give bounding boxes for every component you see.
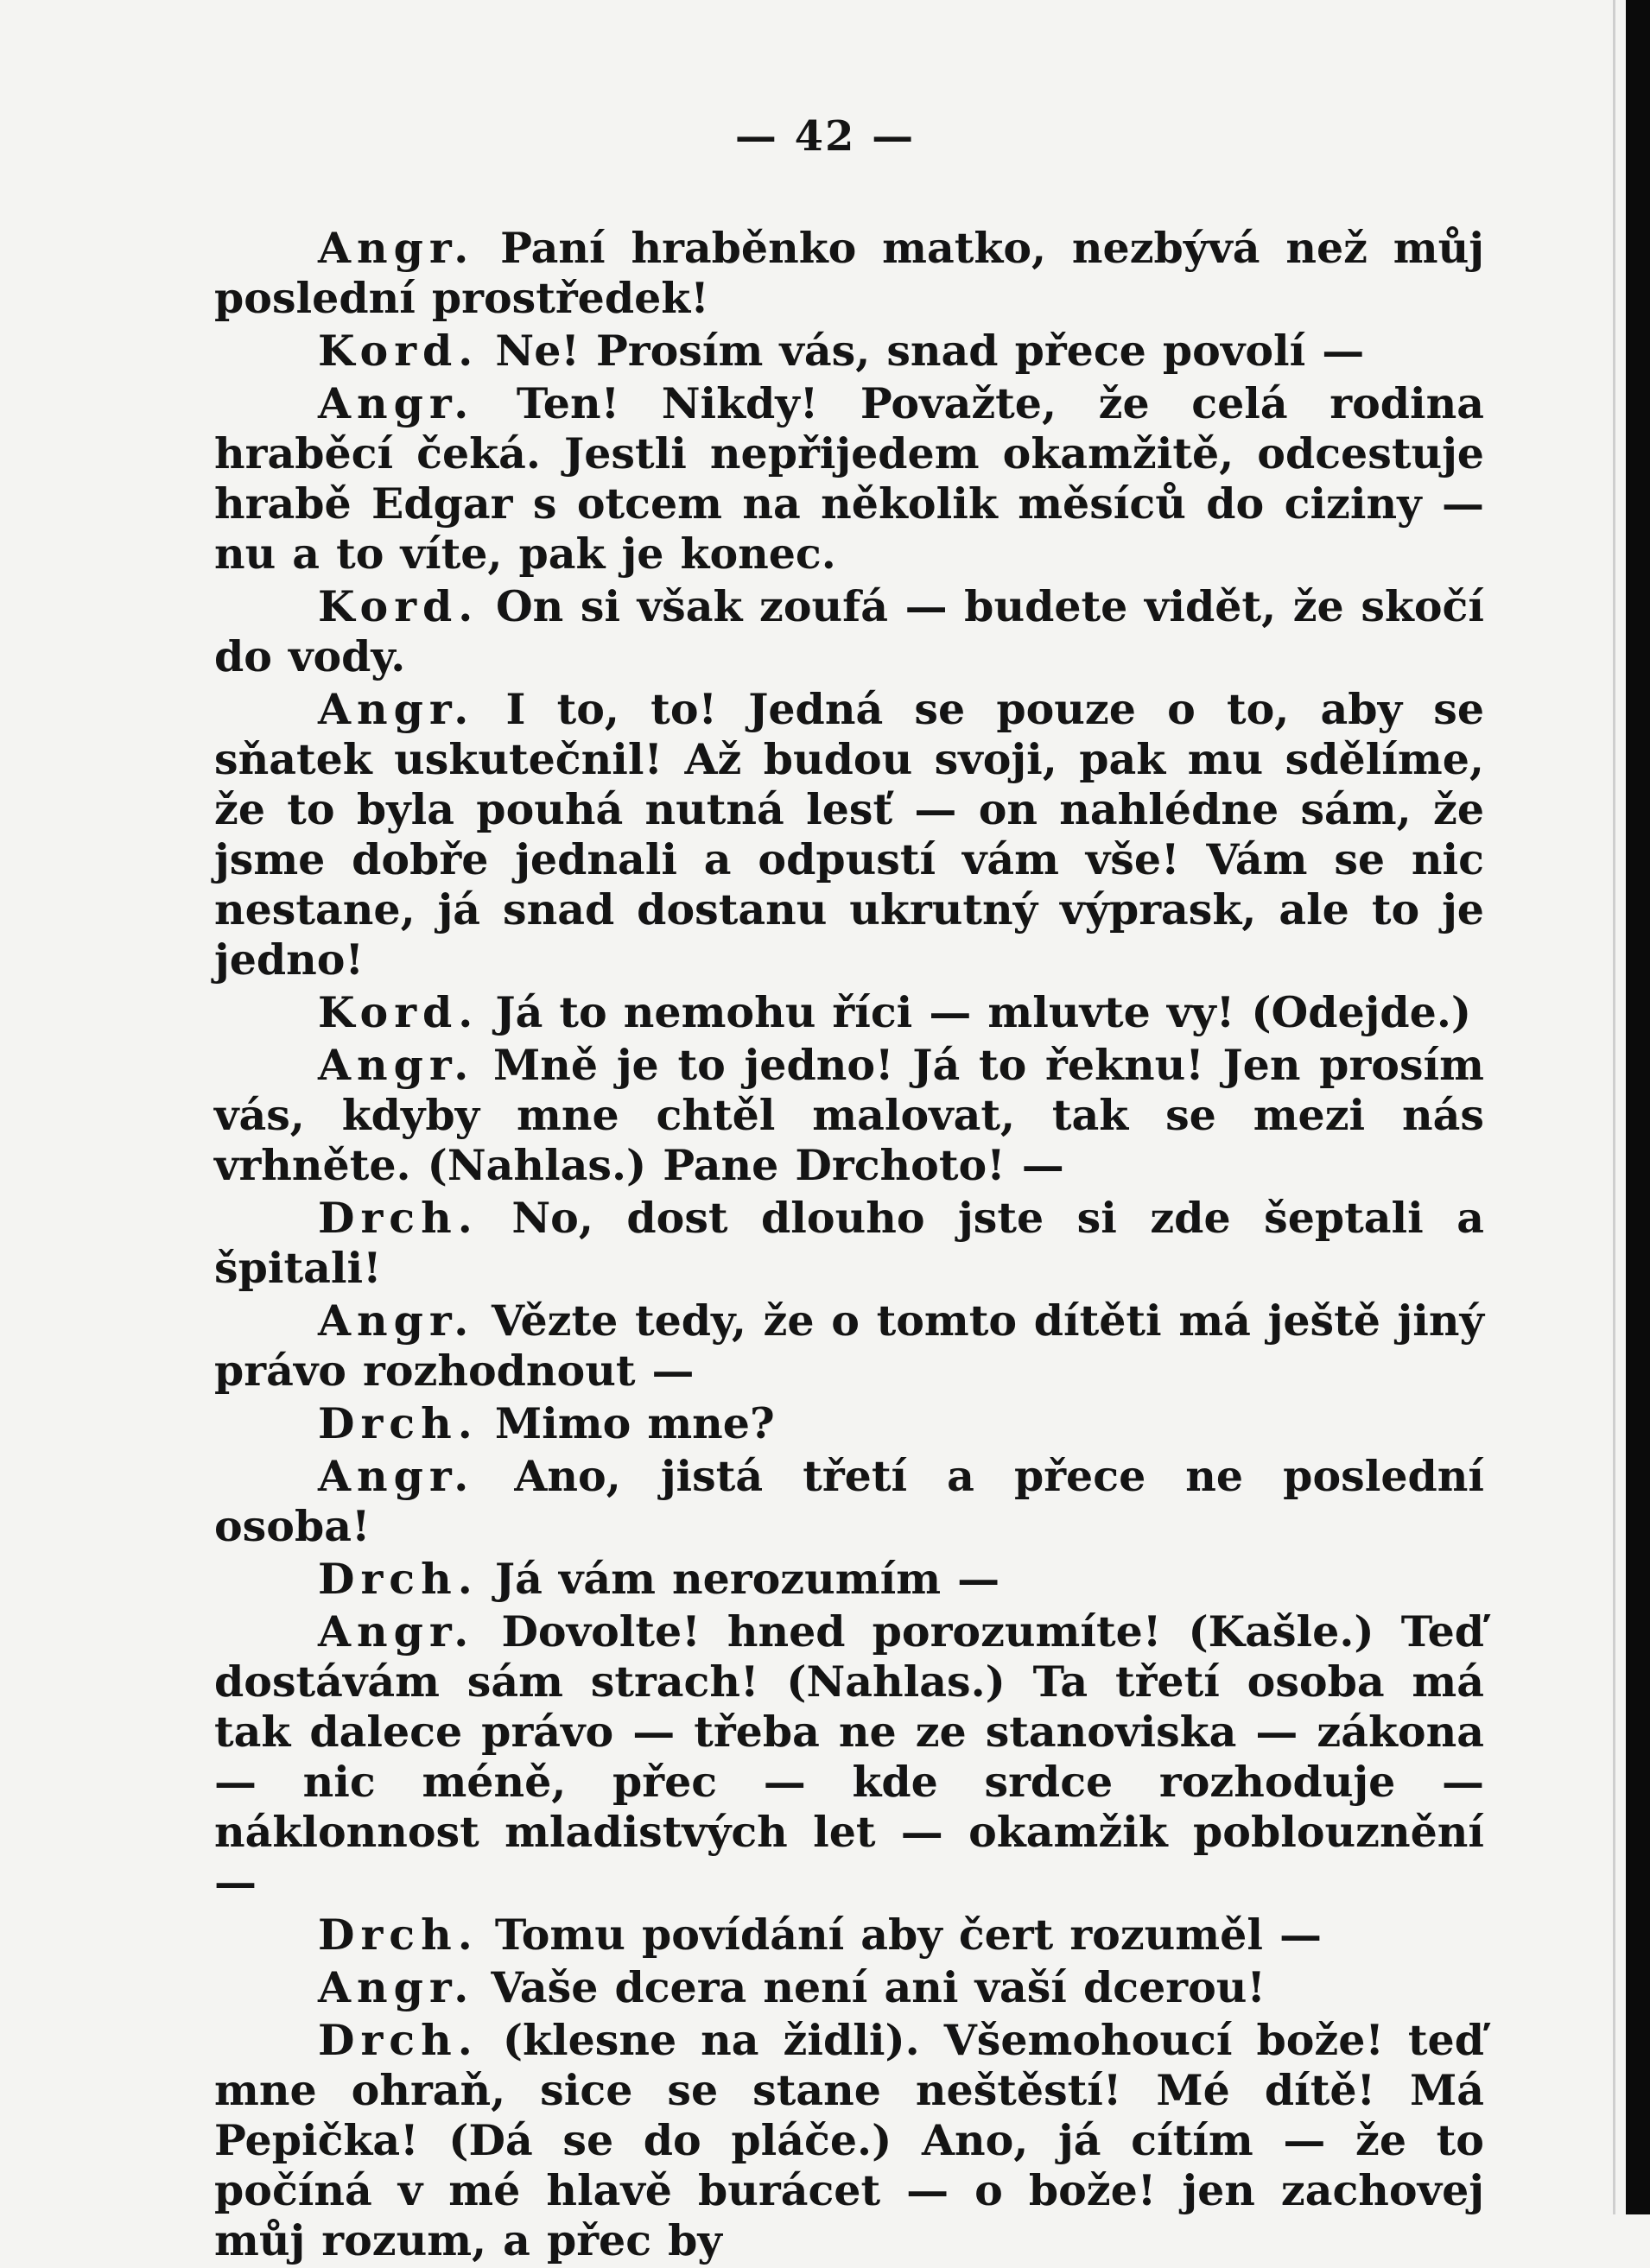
speech-text: Vaše dcera není ani vaší dcerou! [491,1962,1266,2012]
dialogue-paragraph [214,326,1484,376]
dialogue-paragraph [214,1451,1484,1551]
speaker-name: Kord. [318,581,479,631]
speaker-name: Angr. [318,1962,475,2012]
speaker-name: Angr. [318,1606,475,1657]
speaker-name: Drch. [318,2015,479,2065]
speaker-name: Angr. [318,684,475,734]
speaker-name: Drch. [318,1193,479,1243]
speaker-name: Drch. [318,1398,479,1448]
speech-text: On si však zoufá — budete vidět, že skočí do vody. [214,581,1484,681]
speaker-name: Kord. [318,326,479,376]
speaker-name: Angr. [318,1451,475,1501]
dialogue-text [214,223,1484,2268]
speech-text: Tomu povídání aby čert rozuměl — [494,1910,1322,1960]
page-edge-line [1613,0,1615,2214]
speech-text: Ten! Nikdy! Považte, že celá rodina hraběcí čeká. Jestli nepřijedem okamžitě, odcestuje hrabě Edgar s otcem na několik měsíců do ciziny — nu a to víte, pak je konec. [214,378,1485,579]
dialogue-paragraph [214,684,1484,985]
dialogue-paragraph [214,1398,1484,1448]
dialogue-paragraph [214,581,1484,681]
speech-text: Já vám nerozumím — [494,1554,1000,1604]
speech-text: Já to nemohu říci — mluvte vy! (Odejde.) [495,987,1472,1037]
speech-text: Ano, jistá třetí a přece ne poslední osoba! [214,1451,1485,1551]
dialogue-paragraph [214,223,1484,323]
speech-text: Mimo mne? [494,1398,775,1448]
page-number: — 42 — [734,112,916,161]
speaker-name: Angr. [318,1040,475,1090]
speaker-name: Angr. [318,1296,475,1346]
speech-text: Dovolte! hned porozumíte! (Kašle.) Teď dostávám sám strach! (Nahlas.) Ta třetí osoba má tak dalece právo — třeba ne ze stanoviska — zákona — nic méně, přec — kde srdce rozhoduje — náklonnost mladistvých let — okamžik poblouznění — [214,1606,1485,1907]
speech-text: No, dost dlouho jste si zde šeptali a špitali! [214,1193,1485,1293]
speaker-name: Angr. [318,378,475,428]
dialogue-paragraph [214,1910,1484,1960]
page-shadow [1626,0,1650,2214]
dialogue-paragraph [214,1606,1484,1907]
dialogue-paragraph [214,2015,1484,2265]
dialogue-paragraph [214,1040,1484,1190]
speech-text: Vězte tedy, že o tomto dítěti má ještě jiný právo rozhodnout — [214,1296,1484,1396]
speaker-name: Angr. [318,223,475,273]
speaker-name: Drch. [318,1554,479,1604]
speech-text: I to, to! Jedná se pouze o to, aby se sňatek uskutečnil! Až budou svoji, pak mu sdělíme, že to byla pouhá nutná lesť — on nahlédne sám, že jsme dobře jednali a odpustí vám vše! Vám se nic nestane, já snad dostanu ukrutný výprask, ale to je jedno! [214,684,1484,985]
speech-text: Mně je to jedno! Já to řeknu! Jen prosím vás, kdyby mne chtěl malovat, tak se mezi nás vrhněte. (Nahlas.) Pane Drchoto! — [214,1040,1484,1190]
dialogue-paragraph [214,1962,1484,2012]
speaker-name: Kord. [318,987,479,1037]
dialogue-paragraph [214,1296,1484,1396]
speaker-name: Drch. [318,1910,479,1960]
dialogue-paragraph [214,1193,1484,1293]
dialogue-paragraph [214,378,1484,579]
dialogue-paragraph [214,1554,1484,1604]
speech-text: Ne! Prosím vás, snad přece povolí — [495,326,1365,376]
dialogue-paragraph [214,987,1484,1037]
speech-text: Paní hraběnko matko, nezbývá než můj poslední prostředek! [214,223,1484,323]
speech-text: (klesne na židli). Všemohoucí bože! teď mne ohraň, sice se stane neštěstí! Mé dítě! Má Pepička! (Dá se do pláče.) Ano, já cítím — že to počíná v mé hlavě burácet — o bože! jen zachovej můj rozum, a přec by [214,2015,1484,2265]
